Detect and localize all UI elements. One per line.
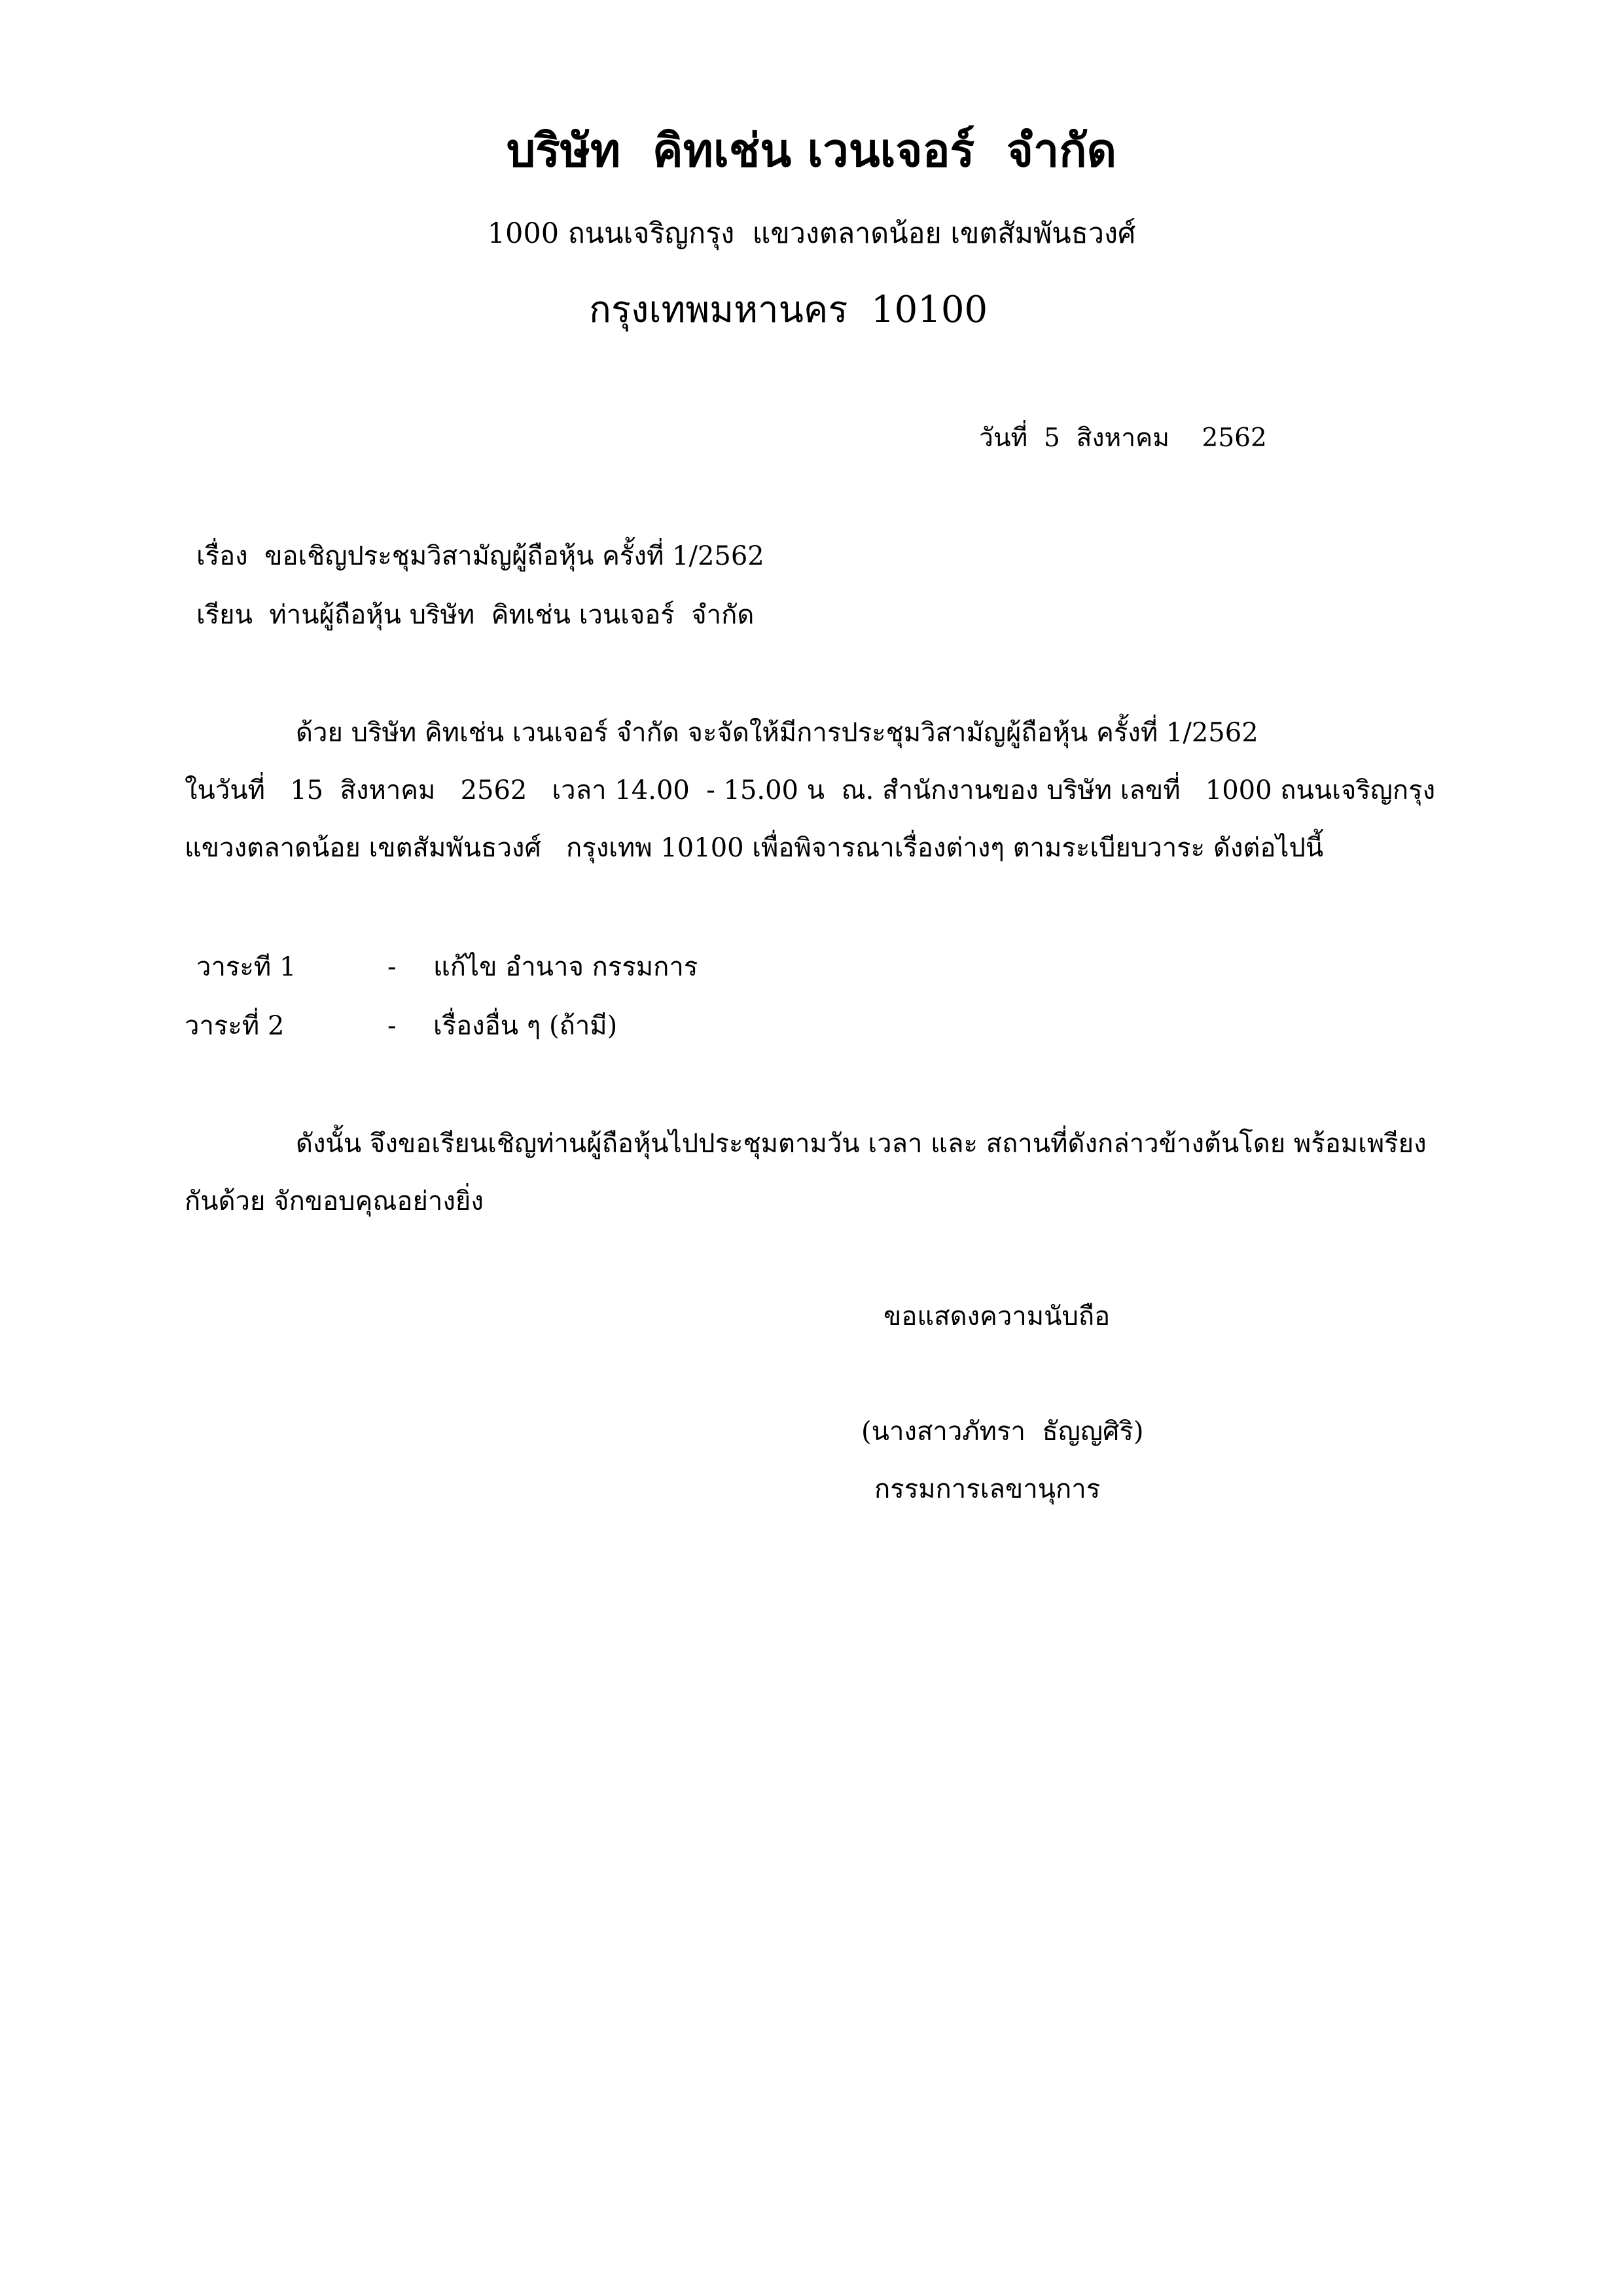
signer-position: กรรมการเลขานุการ bbox=[874, 1474, 1101, 1504]
letter-subject: เรื่อง ขอเชิญประชุมวิสามัญผู้ถือหุ้น ครั้งที่ 1/2562 bbox=[196, 541, 764, 571]
agenda-item-text: แก้ไข อำนาจ กรรมการ bbox=[433, 952, 698, 982]
closing-line-2: กันด้วย จักขอบคุณอย่างยิ่ง bbox=[185, 1186, 484, 1216]
letter-addressee: เรียน ท่านผู้ถือหุ้น บริษัท คิทเช่น เวนเจอร์ จำกัด bbox=[196, 600, 755, 630]
body-line-3: แขวงตลาดน้อย เขตสัมพันธวงศ์ กรุงเทพ 10100 เพื่อพิจารณาเรื่องต่างๆ ตามระเบียบวาระ ดังต่อไปนี้ bbox=[185, 833, 1324, 863]
agenda-item-text: เรื่องอื่น ๆ (ถ้ามี) bbox=[433, 1011, 618, 1041]
company-address-line2: กรุงเทพมหานคร 10100 bbox=[589, 289, 988, 331]
closing-line-1: ดังนั้น จึงขอเรียนเชิญท่านผู้ถือหุ้นไปประชุมตามวัน เวลา และ สถานที่ดังกล่าวข้างต้นโดย พร้อมเพรียง bbox=[296, 1129, 1427, 1159]
agenda-item-label: วาระที 1 bbox=[196, 952, 296, 982]
body-line-1: ด้วย บริษัท คิทเช่น เวนเจอร์ จำกัด จะจัดให้มีการประชุมวิสามัญผู้ถือหุ้น ครั้งที่ 1/2562 bbox=[296, 718, 1258, 748]
letter-date: วันที่ 5 สิงหาคม 2562 bbox=[979, 423, 1267, 453]
signer-name: (นางสาวภัทรา ธัญญศิริ) bbox=[861, 1417, 1144, 1447]
body-line-2: ในวันที่ 15 สิงหาคม 2562 เวลา 14.00 - 15.00 น ณ. สำนักงานของ บริษัท เลขที่ 1000 ถนนเจริญกรุง bbox=[185, 775, 1436, 805]
company-name: บริษัท คิทเช่น เวนเจอร์ จำกัด bbox=[506, 123, 1117, 177]
agenda-item-label: วาระที่ 2 bbox=[185, 1011, 285, 1041]
company-address-line1: 1000 ถนนเจริญกรุง แขวงตลาดน้อย เขตสัมพันธวงศ์ bbox=[487, 217, 1136, 250]
closing-regards: ขอแสดงความนับถือ bbox=[883, 1301, 1111, 1332]
agenda-item-dash: - bbox=[387, 1011, 397, 1041]
agenda-item-dash: - bbox=[387, 952, 397, 982]
